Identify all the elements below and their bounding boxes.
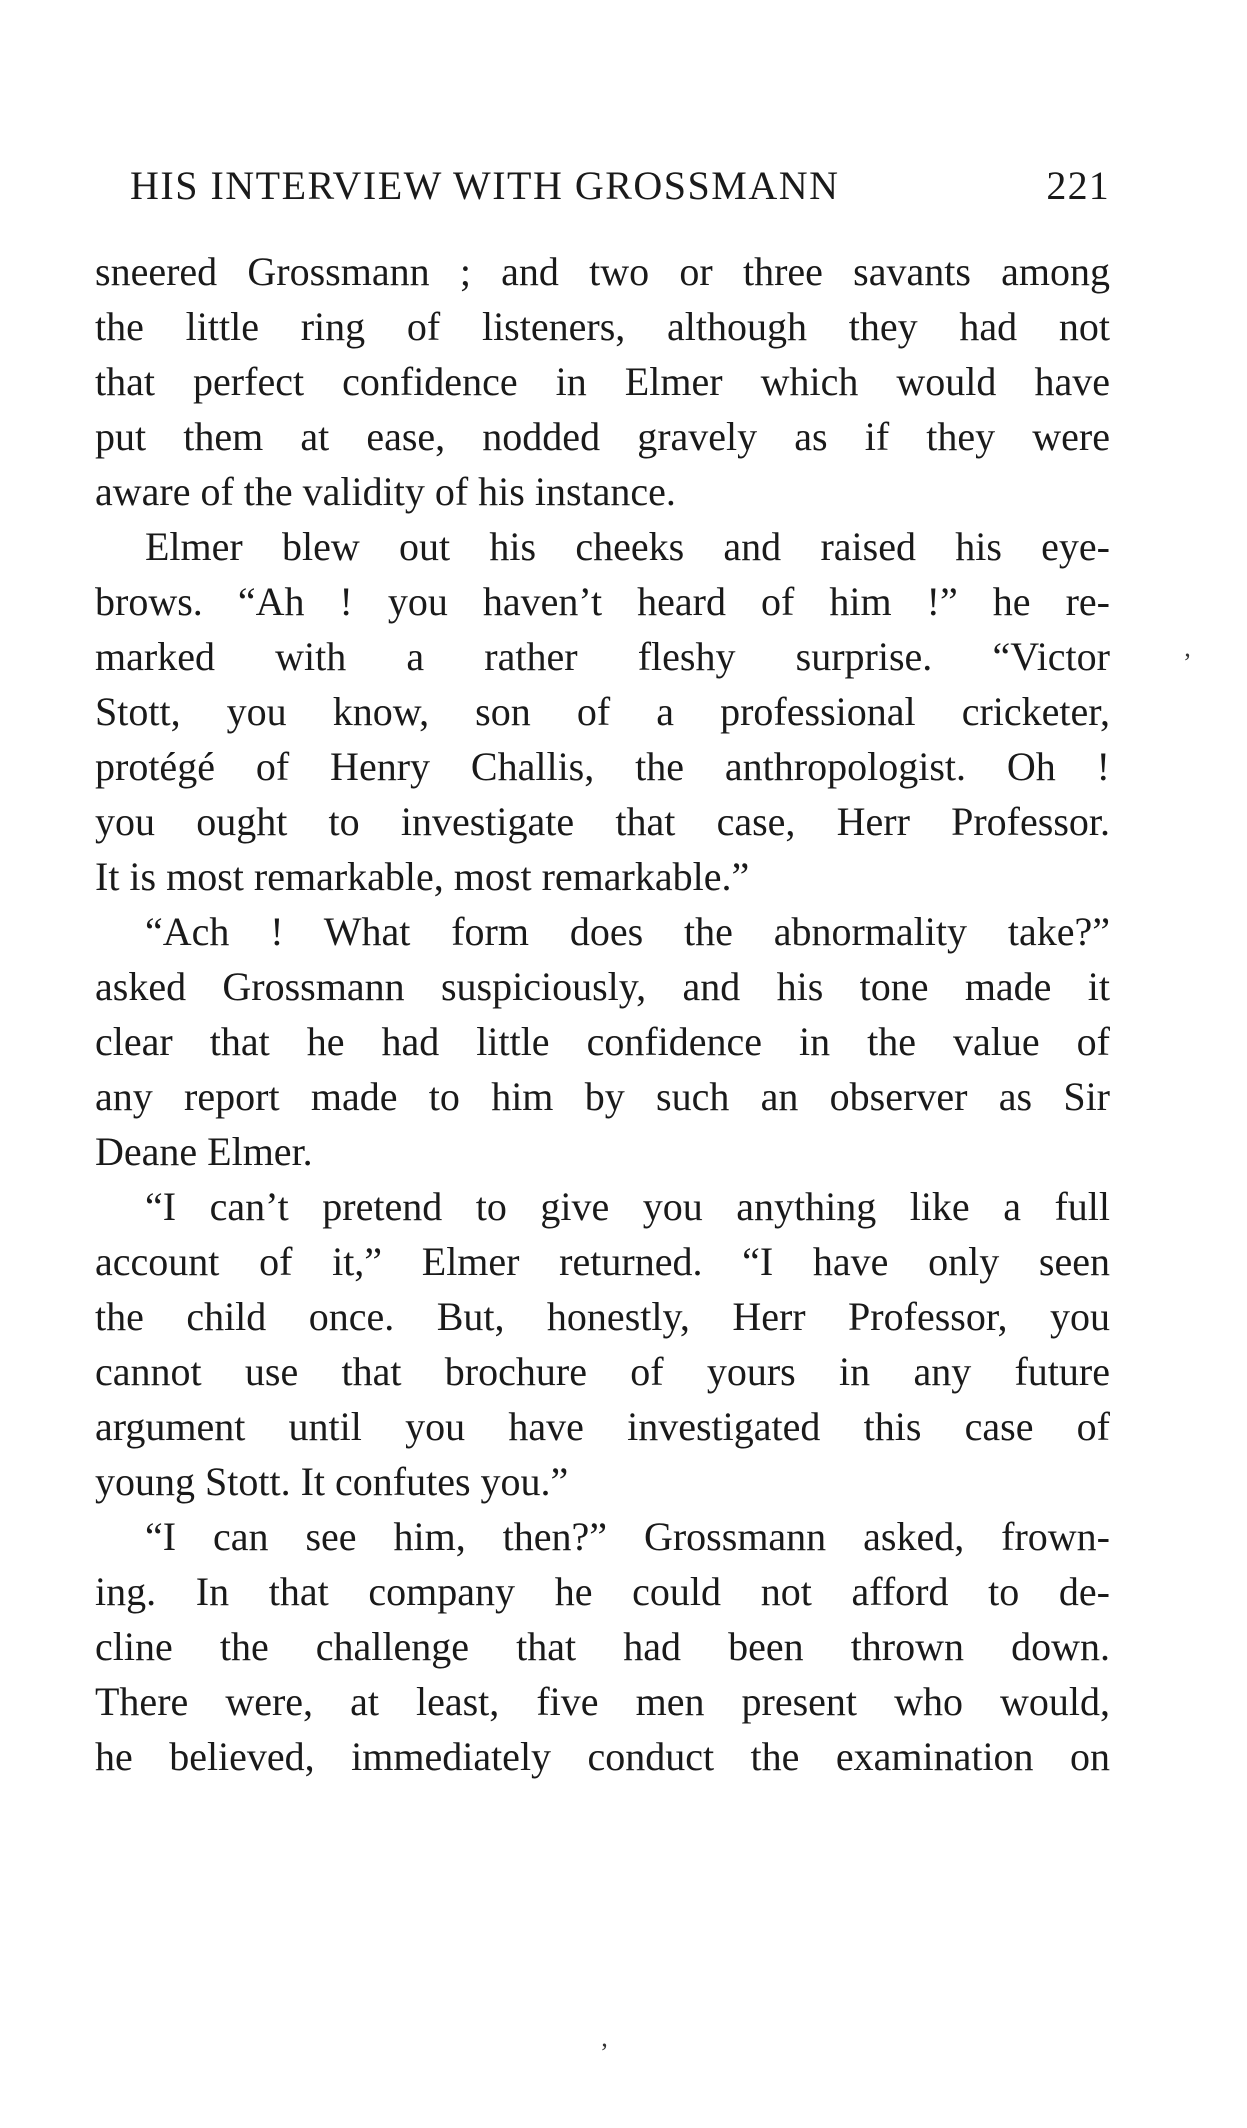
text-line: the child once. But, honestly, Herr Professor, you — [95, 1294, 1110, 1339]
text-line: that perfect confidence in Elmer which would have — [95, 359, 1110, 404]
bottom-speck: ’ — [600, 2038, 609, 2067]
text-line: put them at ease, nodded gravely as if they were — [95, 414, 1110, 459]
text-line: brows. “Ah ! you haven’t heard of him !” he re- — [95, 579, 1110, 624]
page-number: 221 — [1046, 163, 1110, 208]
text-line: aware of the validity of his instance. — [95, 469, 676, 514]
text-line: any report made to him by such an observer as Sir — [95, 1074, 1110, 1119]
text-line: asked Grossmann suspiciously, and his tone made it — [95, 964, 1110, 1009]
text-line: cannot use that brochure of yours in any future — [95, 1349, 1110, 1394]
text-line: sneered Grossmann ; and two or three savants among — [95, 249, 1110, 294]
text-line: cline the challenge that had been thrown down. — [95, 1624, 1110, 1669]
text-line: marked with a rather fleshy surprise. “Victor — [95, 634, 1110, 679]
paragraph-first-line: Elmer blew out his cheeks and raised his eye- — [145, 524, 1110, 569]
text-line: Deane Elmer. — [95, 1129, 313, 1174]
margin-speck: ’ — [1183, 648, 1192, 677]
body-text — [95, 244, 1110, 1784]
running-head — [130, 162, 1110, 209]
text-line: young Stott. It confutes you.” — [95, 1459, 569, 1504]
paragraph-first-line: “I can’t pretend to give you anything like a full — [145, 1184, 1110, 1229]
text-line: clear that he had little confidence in the value of — [95, 1019, 1110, 1064]
chapter-title: HIS INTERVIEW WITH GROSSMANN — [130, 163, 840, 208]
text-line: Stott, you know, son of a professional cricketer, — [95, 689, 1110, 734]
text-line: protégé of Henry Challis, the anthropologist. Oh ! — [95, 744, 1110, 789]
text-line: ing. In that company he could not afford to de- — [95, 1569, 1110, 1614]
text-line: you ought to investigate that case, Herr Professor. — [95, 799, 1110, 844]
text-line: There were, at least, five men present who would, — [95, 1679, 1110, 1724]
paragraph-first-line: “Ach ! What form does the abnormality take?” — [145, 909, 1110, 954]
text-line: It is most remarkable, most remarkable.” — [95, 854, 750, 899]
text-line: the little ring of listeners, although they had not — [95, 304, 1110, 349]
text-line: account of it,” Elmer returned. “I have only seen — [95, 1239, 1110, 1284]
text-line: he believed, immediately conduct the examination on — [95, 1734, 1110, 1779]
text-line: argument until you have investigated this case of — [95, 1404, 1110, 1449]
paragraph-first-line: “I can see him, then?” Grossmann asked, frown- — [145, 1514, 1110, 1559]
